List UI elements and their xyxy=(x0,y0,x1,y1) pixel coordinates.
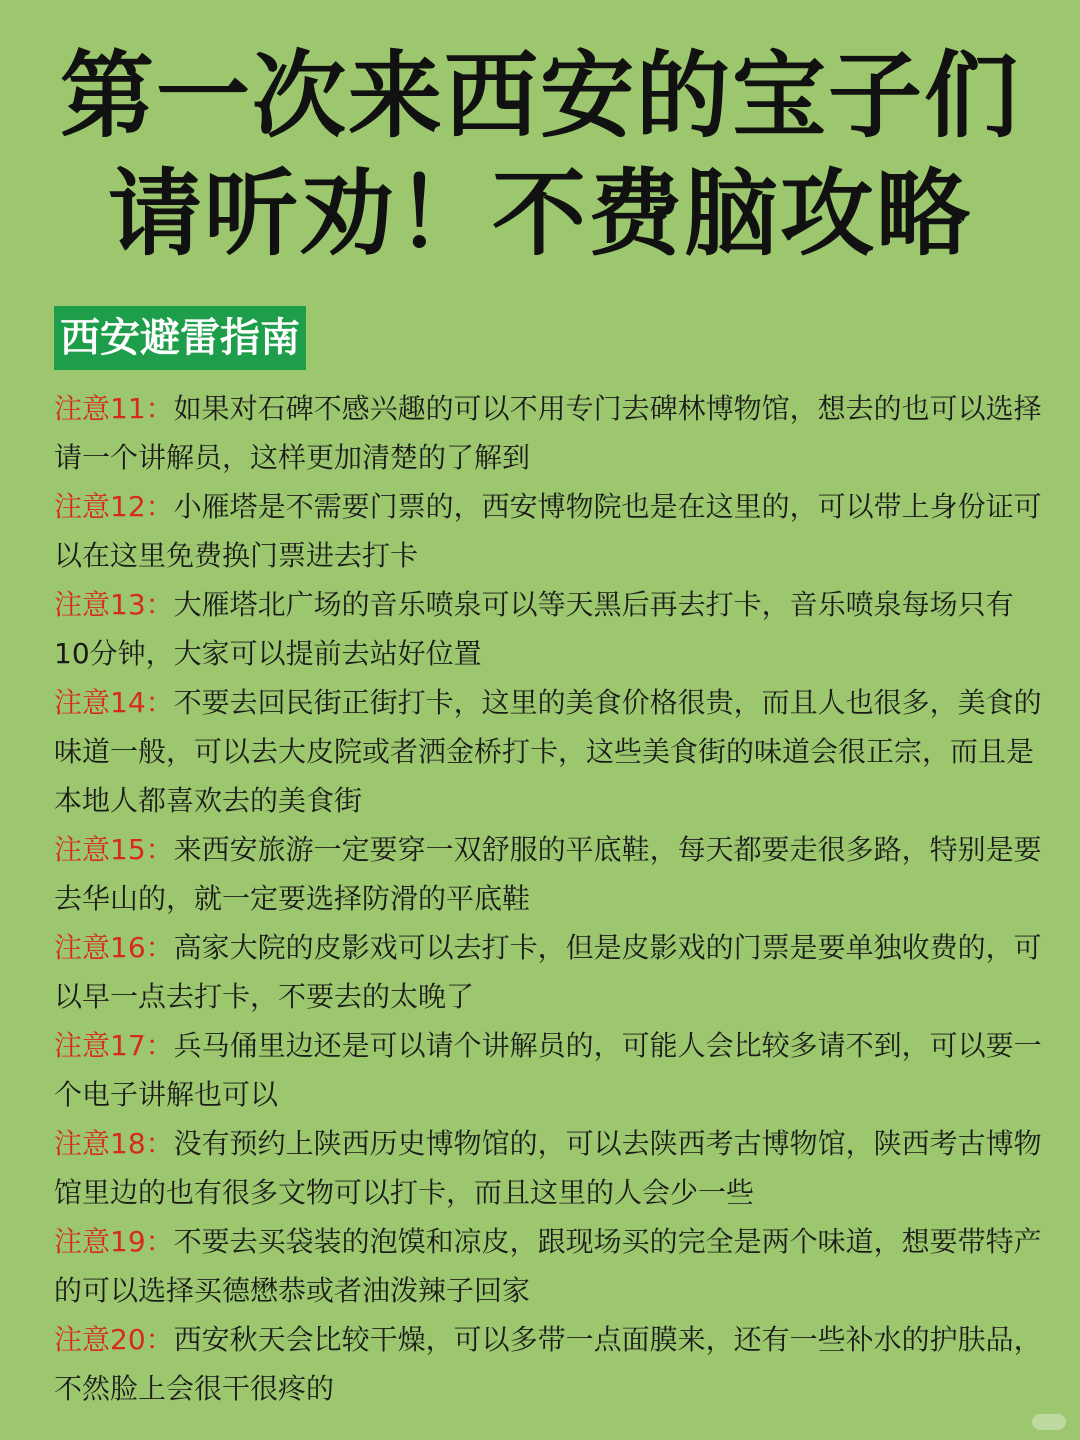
section-tag: 西安避雷指南 xyxy=(54,306,306,370)
tip-item xyxy=(54,825,1046,923)
tip-text: 兵马俑里边还是可以请个讲解员的，可能人会比较多请不到，可以要一个电子讲解也可以 xyxy=(54,1029,1042,1111)
page-title xyxy=(0,38,1080,274)
tip-item xyxy=(54,1315,1046,1413)
tips-list xyxy=(54,384,1046,1413)
tip-label: 注意11： xyxy=(54,392,174,425)
tip-item xyxy=(54,1021,1046,1119)
tip-label: 注意16： xyxy=(54,931,174,964)
watermark-badge xyxy=(1032,1414,1066,1430)
tip-item xyxy=(54,384,1046,482)
tip-text: 西安秋天会比较干燥，可以多带一点面膜来，还有一些补水的护肤品，不然脸上会很干很疼的 xyxy=(54,1323,1042,1405)
tip-item xyxy=(54,1217,1046,1315)
tip-item xyxy=(54,678,1046,825)
tip-label: 注意13： xyxy=(54,588,174,621)
tip-label: 注意19： xyxy=(54,1225,174,1258)
tip-label: 注意17： xyxy=(54,1029,174,1062)
tip-label: 注意20： xyxy=(54,1323,174,1356)
tip-label: 注意12： xyxy=(54,490,174,523)
tip-item xyxy=(54,580,1046,678)
tip-label: 注意18： xyxy=(54,1127,174,1160)
tip-text: 不要去回民街正街打卡，这里的美食价格很贵，而且人也很多，美食的味道一般，可以去大皮院或者洒金桥打卡，这些美食街的味道会很正宗，而且是本地人都喜欢去的美食街 xyxy=(54,686,1042,817)
title-line-2: 请听劝！不费脑攻略 xyxy=(107,160,972,269)
tip-text: 不要去买袋装的泡馍和凉皮，跟现场买的完全是两个味道，想要带特产的可以选择买德懋恭或者油泼辣子回家 xyxy=(54,1225,1042,1307)
tip-item xyxy=(54,482,1046,580)
tip-item xyxy=(54,923,1046,1021)
tip-text: 如果对石碑不感兴趣的可以不用专门去碑林博物馆，想去的也可以选择请一个讲解员，这样更加清楚的了解到 xyxy=(54,392,1042,474)
tip-text: 来西安旅游一定要穿一双舒服的平底鞋，每天都要走很多路，特别是要去华山的，就一定要选择防滑的平底鞋 xyxy=(54,833,1042,915)
tip-text: 没有预约上陕西历史博物馆的，可以去陕西考古博物馆，陕西考古博物馆里边的也有很多文物可以打卡，而且这里的人会少一些 xyxy=(54,1127,1042,1209)
tip-label: 注意15： xyxy=(54,833,174,866)
tip-text: 高家大院的皮影戏可以去打卡，但是皮影戏的门票是要单独收费的，可以早一点去打卡，不要去的太晚了 xyxy=(54,931,1042,1013)
tip-text: 大雁塔北广场的音乐喷泉可以等天黑后再去打卡，音乐喷泉每场只有10分钟，大家可以提前去站好位置 xyxy=(54,588,1014,670)
tip-item xyxy=(54,1119,1046,1217)
title-line-1: 第一次来西安的宝子们 xyxy=(59,42,1020,151)
tip-label: 注意14： xyxy=(54,686,174,719)
tip-text: 小雁塔是不需要门票的，西安博物院也是在这里的，可以带上身份证可以在这里免费换门票进去打卡 xyxy=(54,490,1042,572)
